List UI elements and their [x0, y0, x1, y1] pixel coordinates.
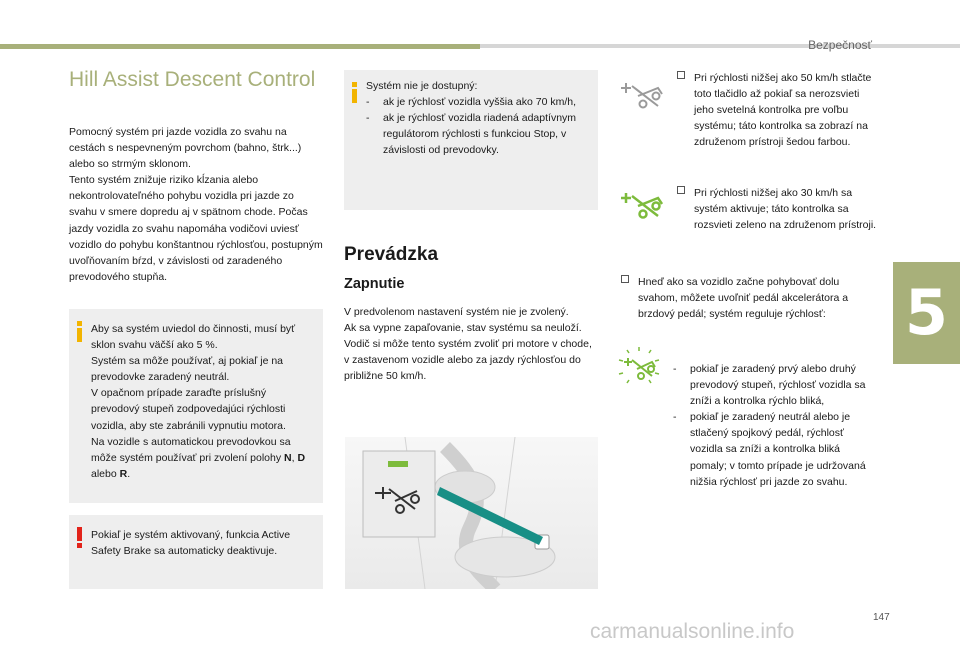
- console-illustration: [345, 437, 598, 589]
- section-heading: Prevádzka: [344, 244, 439, 265]
- console-photo: [345, 437, 598, 589]
- subsection-heading: Zapnutie: [344, 276, 405, 292]
- info-box-conditions: [69, 309, 323, 503]
- activation-paragraph: V predvolenom nastavení systém nie je zvolený. Ak sa vypne zapaľovanie, stav systému sa neuloží. Vodič si môže tento systém zvoliť pri motore v chode, v zastavenom vozidle alebo za jazdy rýchlosťou do približne 50 km/h.: [344, 306, 592, 383]
- checkbox-icon: [677, 186, 685, 194]
- warning-text: Pokiaľ je systém aktivovaný, funkcia Active Safety Brake sa automaticky deaktivuje.: [91, 529, 291, 558]
- instruction-activate: Pri rýchlosti nižšej ako 30 km/h sa systém aktivuje; táto kontrolka sa rozsvieti zeleno na združenom prístroji.: [677, 185, 877, 233]
- hill-descent-grey-icon: [618, 78, 664, 117]
- chapter-number: 5: [904, 276, 949, 349]
- info-icon: [77, 321, 82, 341]
- warning-box: [69, 515, 323, 589]
- section-title: Bezpečnosť: [808, 38, 872, 52]
- speed-regulation-list: [673, 361, 878, 490]
- hill-descent-blinking-icon: [616, 346, 662, 391]
- checkbox-icon: [621, 275, 629, 283]
- info-box-heading: Systém nie je dostupný:: [366, 80, 478, 92]
- list-item: - ak je rýchlosť vozidla vyššia ako 70 km/h,: [366, 96, 577, 109]
- header-divider: [480, 44, 960, 48]
- checkbox-icon: [677, 71, 685, 79]
- intro-paragraph: Pomocný systém pri jazde vozidla zo svahu na cestách s nespevneným povrchom (bahno, štrk...) alebo so strmým sklonom. Tento systém znižuje riziko kĺzania alebo nekontrolovateľného pohybu vozidla pri jazde zo svahu v smere dopredu aj v spätnom chode. Počas jazdy vozidla zo svahu napomáha vodičovi uviesť vozidlo do pohybu konštantnou rýchlosťou, postupným uvoľňovaním bŕzd, v závislosti od zaradeného prevodového stupňa.: [69, 126, 323, 283]
- chapter-tab: [893, 262, 960, 364]
- header-accent-bar: [0, 44, 480, 49]
- list-item: - pokiaľ je zaradený neutrál alebo je stlačený spojkový pedál, rýchlosť vozidla sa zníži a kontrolka bliká pomaly; v tomto prípade je udržovaná nižšia rýchlosť pri jazde zo svahu.: [673, 411, 866, 488]
- list-item: - pokiaľ je zaradený prvý alebo druhý prevodový stupeň, rýchlosť vozidla sa zníži a kontrolka rýchlo bliká,: [673, 363, 866, 408]
- instruction-descent: Hneď ako sa vozidlo začne pohybovať dolu svahom, môžete uvoľniť pedál akcelerátora a brzdový pedál; systém reguluje rýchlosť:: [621, 274, 877, 322]
- watermark: carmanualsonline.info: [590, 620, 795, 643]
- info-icon: [352, 82, 357, 102]
- page-title: Hill Assist Descent Control: [69, 68, 316, 91]
- info-box-text: Aby sa systém uviedol do činnosti, musí byť sklon svahu väčší ako 5 %. Systém sa môže používať, aj pokiaľ je na prevodovke zaradený neutrál. V opačnom prípade zaraďte príslušný prevodový stupeň zodpovedajúci rýchlosti vozidla, aby ste zabránili vypnutiu motora. Na vozidle s automatickou prevodovkou sa môže systém používať pri zvolení polohy N, D alebo R.: [91, 323, 306, 480]
- info-box-unavailable: [344, 70, 598, 210]
- list-item: - ak je rýchlosť vozidla riadená adaptívnym regulátorom rýchlosti s funkciou Stop, v závislosti od prevodovky.: [366, 112, 577, 157]
- page-number: 147: [873, 612, 890, 623]
- hill-descent-green-icon: [618, 188, 664, 227]
- info-box-unavailable-text: [366, 78, 592, 158]
- instruction-select: Pri rýchlosti nižšej ako 50 km/h stlačte toto tlačidlo až pokiaľ sa nerozsvieti jeho svetelná kontrolka pre voľbu systému; táto kontrolka sa zobrazí na združenom prístroji šedou farbou.: [677, 70, 877, 150]
- warning-icon: [77, 527, 82, 547]
